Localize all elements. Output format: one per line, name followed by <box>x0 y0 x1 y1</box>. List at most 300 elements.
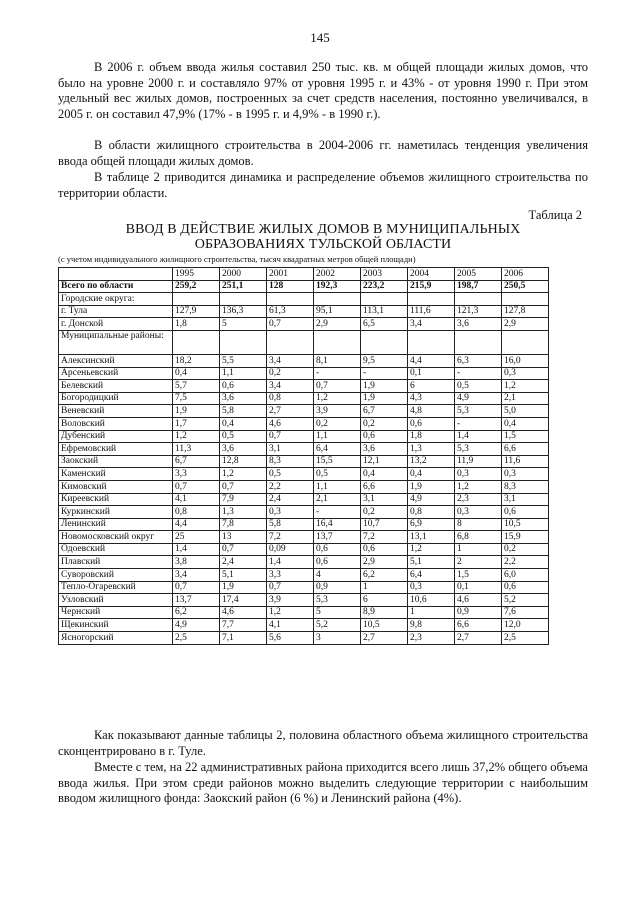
value-cell: 2,5 <box>173 632 220 645</box>
table-row <box>59 468 549 481</box>
value-cell: 4,4 <box>408 354 455 367</box>
value-cell: 13,7 <box>314 531 361 544</box>
value-cell: 6,7 <box>173 455 220 468</box>
value-cell: 2,9 <box>502 318 549 331</box>
value-cell: 5,3 <box>455 443 502 456</box>
value-cell: 3,4 <box>173 569 220 582</box>
value-cell <box>267 293 314 306</box>
value-cell: 6,4 <box>408 569 455 582</box>
table-title-line-1: ВВОД В ДЕЙСТВИЕ ЖИЛЫХ ДОМОВ В МУНИЦИПАЛЬНЫХ <box>125 222 521 237</box>
value-cell: 12,0 <box>502 619 549 632</box>
value-cell: 8,1 <box>314 354 361 367</box>
value-cell: 6,5 <box>361 318 408 331</box>
value-cell: 1 <box>455 543 502 556</box>
value-cell: 6,0 <box>502 569 549 582</box>
value-cell: 6,6 <box>361 480 408 493</box>
row-name-cell: Богородицкий <box>59 392 173 405</box>
value-cell: 1,4 <box>267 556 314 569</box>
row-name-cell: г. Тула <box>59 305 173 318</box>
value-cell: 223,2 <box>361 280 408 293</box>
value-cell <box>173 330 220 354</box>
value-cell: 61,3 <box>267 305 314 318</box>
year-header-1995: 1995 <box>173 268 220 281</box>
value-cell: 1,2 <box>455 480 502 493</box>
value-cell: 0,7 <box>220 480 267 493</box>
value-cell: 3,6 <box>220 443 267 456</box>
paragraph-trend-2004-2006: В области жилищного строительства в 2004-2006 гг. наметилась тенденция увеличения ввода общей площади жилых домов. <box>58 138 588 168</box>
value-cell: 0,4 <box>220 417 267 430</box>
value-cell: 16,4 <box>314 518 361 531</box>
value-cell: 9,8 <box>408 619 455 632</box>
value-cell: 1,5 <box>502 430 549 443</box>
value-cell: 6,8 <box>455 531 502 544</box>
value-cell: 3,4 <box>408 318 455 331</box>
table-row <box>59 531 549 544</box>
value-cell: 3,3 <box>173 468 220 481</box>
value-cell: 1,3 <box>220 506 267 519</box>
value-cell: 25 <box>173 531 220 544</box>
table-row <box>59 380 549 393</box>
value-cell: 5,1 <box>408 556 455 569</box>
row-name-cell: Каменский <box>59 468 173 481</box>
row-name-cell: Всего по области <box>59 280 173 293</box>
row-name-cell: Ясногорский <box>59 632 173 645</box>
value-cell: 5 <box>314 606 361 619</box>
year-header-2003: 2003 <box>361 268 408 281</box>
value-cell: 2,2 <box>267 480 314 493</box>
value-cell: 1 <box>408 606 455 619</box>
value-cell: - <box>361 367 408 380</box>
value-cell: 0,9 <box>314 581 361 594</box>
value-cell: 6,2 <box>173 606 220 619</box>
value-cell: 0,4 <box>408 468 455 481</box>
value-cell: 5 <box>220 318 267 331</box>
value-cell: 0,6 <box>361 543 408 556</box>
row-name-cell: Алексинский <box>59 354 173 367</box>
value-cell: 7,2 <box>361 531 408 544</box>
value-cell: 113,1 <box>361 305 408 318</box>
table-row <box>59 569 549 582</box>
value-cell: 12,1 <box>361 455 408 468</box>
value-cell: 5,2 <box>502 594 549 607</box>
value-cell: 4,3 <box>408 392 455 405</box>
value-cell: 0,7 <box>173 480 220 493</box>
value-cell: 1,2 <box>173 430 220 443</box>
value-cell: 0,5 <box>455 380 502 393</box>
value-cell: 192,3 <box>314 280 361 293</box>
value-cell <box>361 330 408 354</box>
value-cell: 0,1 <box>408 367 455 380</box>
table-label: Таблица 2 <box>528 208 582 222</box>
value-cell: 1,8 <box>408 430 455 443</box>
value-cell: 0,4 <box>173 367 220 380</box>
housing-table <box>58 267 549 645</box>
value-cell: 6,6 <box>455 619 502 632</box>
value-cell: 5,8 <box>267 518 314 531</box>
value-cell: 8 <box>455 518 502 531</box>
value-cell: 1,2 <box>502 380 549 393</box>
value-cell: 3,4 <box>267 354 314 367</box>
value-cell: - <box>314 367 361 380</box>
value-cell: 7,7 <box>220 619 267 632</box>
value-cell: 4,9 <box>408 493 455 506</box>
value-cell: 4,9 <box>455 392 502 405</box>
table-row <box>59 455 549 468</box>
value-cell: 13,1 <box>408 531 455 544</box>
value-cell <box>455 330 502 354</box>
table-total-row <box>59 280 549 293</box>
value-cell: - <box>314 506 361 519</box>
value-cell: 3,6 <box>220 392 267 405</box>
value-cell <box>455 293 502 306</box>
row-name-cell: Куркинский <box>59 506 173 519</box>
table-row <box>59 632 549 645</box>
table-title <box>58 222 588 252</box>
value-cell: 4,9 <box>173 619 220 632</box>
table-row <box>59 392 549 405</box>
value-cell: 3,6 <box>455 318 502 331</box>
value-cell: 215,9 <box>408 280 455 293</box>
table-row <box>59 443 549 456</box>
table-row <box>59 606 549 619</box>
value-cell: 251,1 <box>220 280 267 293</box>
value-cell: 3,8 <box>173 556 220 569</box>
value-cell: 1,2 <box>314 392 361 405</box>
row-name-cell: Городские округа: <box>59 293 173 306</box>
row-name-cell: Белевский <box>59 380 173 393</box>
table-row <box>59 581 549 594</box>
value-cell: 12,8 <box>220 455 267 468</box>
value-cell: - <box>455 417 502 430</box>
table-note: (с учетом индивидуального жилищного строительства, тысяч квадратных метров общей площади) <box>58 254 416 264</box>
value-cell: 4,1 <box>267 619 314 632</box>
value-cell: 0,3 <box>455 506 502 519</box>
row-name-cell: Щекинский <box>59 619 173 632</box>
value-cell: 0,7 <box>267 430 314 443</box>
value-cell: 0,09 <box>267 543 314 556</box>
value-cell: 1,1 <box>314 430 361 443</box>
value-cell: 0,3 <box>502 367 549 380</box>
row-name-cell: Заокский <box>59 455 173 468</box>
paragraph-tula-share: Как показывают данные таблицы 2, половина областного объема жилищного строительства сконцентрировано в г. Туле. <box>58 728 588 758</box>
value-cell: 95,1 <box>314 305 361 318</box>
value-cell: 8,9 <box>361 606 408 619</box>
value-cell: 0,1 <box>455 581 502 594</box>
value-cell: 2,9 <box>314 318 361 331</box>
value-cell: 0,6 <box>361 430 408 443</box>
value-cell: 7,8 <box>220 518 267 531</box>
value-cell: 7,5 <box>173 392 220 405</box>
year-header-2002: 2002 <box>314 268 361 281</box>
value-cell: 198,7 <box>455 280 502 293</box>
value-cell: 0,6 <box>408 417 455 430</box>
value-cell: 10,7 <box>361 518 408 531</box>
table-row <box>59 556 549 569</box>
value-cell: 4,6 <box>267 417 314 430</box>
row-name-cell: Новомосковский округ <box>59 531 173 544</box>
table-row <box>59 354 549 367</box>
table-row <box>59 619 549 632</box>
value-cell: 0,5 <box>220 430 267 443</box>
value-cell <box>408 293 455 306</box>
value-cell: 18,2 <box>173 354 220 367</box>
value-cell: 2,1 <box>502 392 549 405</box>
value-cell: 1,4 <box>455 430 502 443</box>
value-cell: 0,3 <box>267 506 314 519</box>
value-cell <box>267 330 314 354</box>
value-cell: 10,5 <box>502 518 549 531</box>
value-cell: 1,2 <box>408 543 455 556</box>
row-name-cell: Одоевский <box>59 543 173 556</box>
value-cell: 1,3 <box>408 443 455 456</box>
value-cell <box>502 330 549 354</box>
value-cell: 0,2 <box>361 506 408 519</box>
value-cell: 2,4 <box>267 493 314 506</box>
value-cell: 2,9 <box>361 556 408 569</box>
value-cell: 8,3 <box>502 480 549 493</box>
value-cell: 0,8 <box>173 506 220 519</box>
value-cell: 11,6 <box>502 455 549 468</box>
value-cell: 128 <box>267 280 314 293</box>
value-cell: 7,6 <box>502 606 549 619</box>
table-row <box>59 493 549 506</box>
table-row <box>59 405 549 418</box>
value-cell: 7,2 <box>267 531 314 544</box>
value-cell: 5,8 <box>220 405 267 418</box>
value-cell: 5,0 <box>502 405 549 418</box>
value-cell <box>220 330 267 354</box>
value-cell: 5,6 <box>267 632 314 645</box>
value-cell: 6 <box>361 594 408 607</box>
value-cell <box>314 293 361 306</box>
table-row <box>59 506 549 519</box>
table-row <box>59 543 549 556</box>
row-name-cell: Арсеньевский <box>59 367 173 380</box>
value-cell: 3,6 <box>361 443 408 456</box>
paragraph-districts-share: Вместе с тем, на 22 административных района приходится всего лишь 37,2% общего объема ввода жилья. При этом среди районов можно выделить следующие территории с наибольшим вводом жилищного фонда: Заокский район (6 %) и Ленинский района (4%). <box>58 760 588 805</box>
value-cell: 0,5 <box>267 468 314 481</box>
value-cell: 2 <box>455 556 502 569</box>
value-cell: 3,9 <box>267 594 314 607</box>
value-cell: 2,1 <box>314 493 361 506</box>
value-cell: 0,6 <box>314 543 361 556</box>
value-cell: 0,4 <box>361 468 408 481</box>
table-row <box>59 518 549 531</box>
value-cell: 6,9 <box>408 518 455 531</box>
year-header-2000: 2000 <box>220 268 267 281</box>
value-cell: 6 <box>408 380 455 393</box>
value-cell: 5,3 <box>455 405 502 418</box>
value-cell: 2,3 <box>408 632 455 645</box>
row-name-cell: Чернский <box>59 606 173 619</box>
value-cell: 6,4 <box>314 443 361 456</box>
year-header-2001: 2001 <box>267 268 314 281</box>
value-cell: 7,9 <box>220 493 267 506</box>
value-cell: 3 <box>314 632 361 645</box>
paragraph-table-intro: В таблице 2 приводится динамика и распределение объемов жилищного строительства по территории области. <box>58 170 588 200</box>
value-cell: 0,7 <box>220 543 267 556</box>
value-cell: 0,2 <box>502 543 549 556</box>
value-cell: 0,6 <box>314 556 361 569</box>
value-cell: 5,1 <box>220 569 267 582</box>
value-cell: 2,3 <box>455 493 502 506</box>
value-cell: 5,5 <box>220 354 267 367</box>
row-name-cell: г. Донской <box>59 318 173 331</box>
value-cell: 5,3 <box>314 594 361 607</box>
value-cell: 1 <box>361 581 408 594</box>
year-header-2006: 2006 <box>502 268 549 281</box>
value-cell: 0,3 <box>455 468 502 481</box>
value-cell: 1,2 <box>220 468 267 481</box>
table-row <box>59 417 549 430</box>
value-cell: 1,1 <box>314 480 361 493</box>
value-cell: 1,9 <box>361 392 408 405</box>
page-number: 145 <box>310 30 330 45</box>
value-cell: 10,5 <box>361 619 408 632</box>
value-cell <box>502 293 549 306</box>
value-cell: 13 <box>220 531 267 544</box>
value-cell: 16,0 <box>502 354 549 367</box>
table-row <box>59 430 549 443</box>
table-row <box>59 480 549 493</box>
value-cell: 1,4 <box>173 543 220 556</box>
value-cell: 7,1 <box>220 632 267 645</box>
value-cell: 0,7 <box>173 581 220 594</box>
value-cell: 15,5 <box>314 455 361 468</box>
row-name-cell: Дубенский <box>59 430 173 443</box>
value-cell: 1,2 <box>267 606 314 619</box>
value-cell: 0,6 <box>220 380 267 393</box>
value-cell: 2,2 <box>502 556 549 569</box>
value-cell: 4,1 <box>173 493 220 506</box>
value-cell: 0,3 <box>502 468 549 481</box>
value-cell: 0,8 <box>408 506 455 519</box>
value-cell: - <box>455 367 502 380</box>
value-cell: 3,4 <box>267 380 314 393</box>
value-cell: 17,4 <box>220 594 267 607</box>
value-cell: 0,6 <box>502 506 549 519</box>
value-cell: 3,1 <box>361 493 408 506</box>
row-name-cell: Веневский <box>59 405 173 418</box>
value-cell: 0,4 <box>502 417 549 430</box>
value-cell: 111,6 <box>408 305 455 318</box>
value-cell: 3,3 <box>267 569 314 582</box>
value-cell: 0,2 <box>361 417 408 430</box>
value-cell: 6,3 <box>455 354 502 367</box>
value-cell: 0,7 <box>314 380 361 393</box>
table-header-row <box>59 268 549 281</box>
value-cell: 13,7 <box>173 594 220 607</box>
value-cell: 1,1 <box>220 367 267 380</box>
year-header-2004: 2004 <box>408 268 455 281</box>
value-cell <box>220 293 267 306</box>
value-cell: 1,8 <box>173 318 220 331</box>
row-name-cell: Кимовский <box>59 480 173 493</box>
value-cell: 259,2 <box>173 280 220 293</box>
row-name-cell: Узловский <box>59 594 173 607</box>
value-cell: 4 <box>314 569 361 582</box>
value-cell: 127,8 <box>502 305 549 318</box>
table-row <box>59 330 549 354</box>
value-cell: 6,2 <box>361 569 408 582</box>
row-name-cell: Плавский <box>59 556 173 569</box>
value-cell: 6,6 <box>502 443 549 456</box>
value-cell: 121,3 <box>455 305 502 318</box>
table-row <box>59 305 549 318</box>
value-cell: 136,3 <box>220 305 267 318</box>
value-cell <box>173 293 220 306</box>
value-cell: 15,9 <box>502 531 549 544</box>
value-cell: 0,6 <box>502 581 549 594</box>
row-name-cell: Киреевский <box>59 493 173 506</box>
value-cell: 4,6 <box>220 606 267 619</box>
value-cell: 0,2 <box>267 367 314 380</box>
value-cell <box>314 330 361 354</box>
table-title-line-2: ОБРАЗОВАНИЯХ ТУЛЬСКОЙ ОБЛАСТИ <box>194 237 452 252</box>
value-cell: 10,6 <box>408 594 455 607</box>
value-cell: 8,3 <box>267 455 314 468</box>
value-cell: 1,7 <box>173 417 220 430</box>
value-cell: 250,5 <box>502 280 549 293</box>
value-cell: 6,7 <box>361 405 408 418</box>
value-cell: 3,1 <box>502 493 549 506</box>
value-cell: 9,5 <box>361 354 408 367</box>
value-cell: 11,9 <box>455 455 502 468</box>
value-cell: 2,7 <box>455 632 502 645</box>
value-cell: 0,8 <box>267 392 314 405</box>
value-cell: 4,8 <box>408 405 455 418</box>
value-cell: 1,5 <box>455 569 502 582</box>
row-name-cell: Суворовский <box>59 569 173 582</box>
value-cell: 1,9 <box>173 405 220 418</box>
value-cell: 11,3 <box>173 443 220 456</box>
year-header-2005: 2005 <box>455 268 502 281</box>
value-cell: 5,2 <box>314 619 361 632</box>
value-cell: 5,7 <box>173 380 220 393</box>
value-cell: 0,9 <box>455 606 502 619</box>
table-row <box>59 594 549 607</box>
table-row <box>59 367 549 380</box>
value-cell: 4,4 <box>173 518 220 531</box>
row-name-cell: Ефремовский <box>59 443 173 456</box>
row-name-cell: Ленинский <box>59 518 173 531</box>
value-cell: 0,5 <box>314 468 361 481</box>
paragraph-housing-2006: В 2006 г. объем ввода жилья составил 250 тыс. кв. м общей площади жилых домов, что было на уровне 2000 г. и составляло 97% от уровня 1995 г. и 43% - от уровня 1990 г. При этом удельный вес жилых домов, построенных за счет средств населения, постоянно увеличивался, в 2005 г. он составил 47,9% (17% - в 1995 г. и 4,9% - в 1990 г.). <box>58 60 588 121</box>
value-cell <box>408 330 455 354</box>
header-empty-cell <box>59 268 173 281</box>
table-row <box>59 293 549 306</box>
row-name-cell: Муниципальные районы: <box>59 330 173 354</box>
row-name-cell: Тепло-Огаревский <box>59 581 173 594</box>
value-cell: 127,9 <box>173 305 220 318</box>
value-cell: 2,5 <box>502 632 549 645</box>
table-row <box>59 318 549 331</box>
value-cell: 2,7 <box>267 405 314 418</box>
row-name-cell: Воловский <box>59 417 173 430</box>
value-cell: 1,9 <box>361 380 408 393</box>
value-cell: 0,2 <box>314 417 361 430</box>
value-cell: 1,9 <box>408 480 455 493</box>
value-cell: 0,3 <box>408 581 455 594</box>
value-cell: 1,9 <box>220 581 267 594</box>
value-cell: 2,4 <box>220 556 267 569</box>
value-cell: 0,7 <box>267 318 314 331</box>
value-cell: 3,9 <box>314 405 361 418</box>
value-cell: 2,7 <box>361 632 408 645</box>
value-cell: 13,2 <box>408 455 455 468</box>
value-cell: 0,7 <box>267 581 314 594</box>
value-cell <box>361 293 408 306</box>
